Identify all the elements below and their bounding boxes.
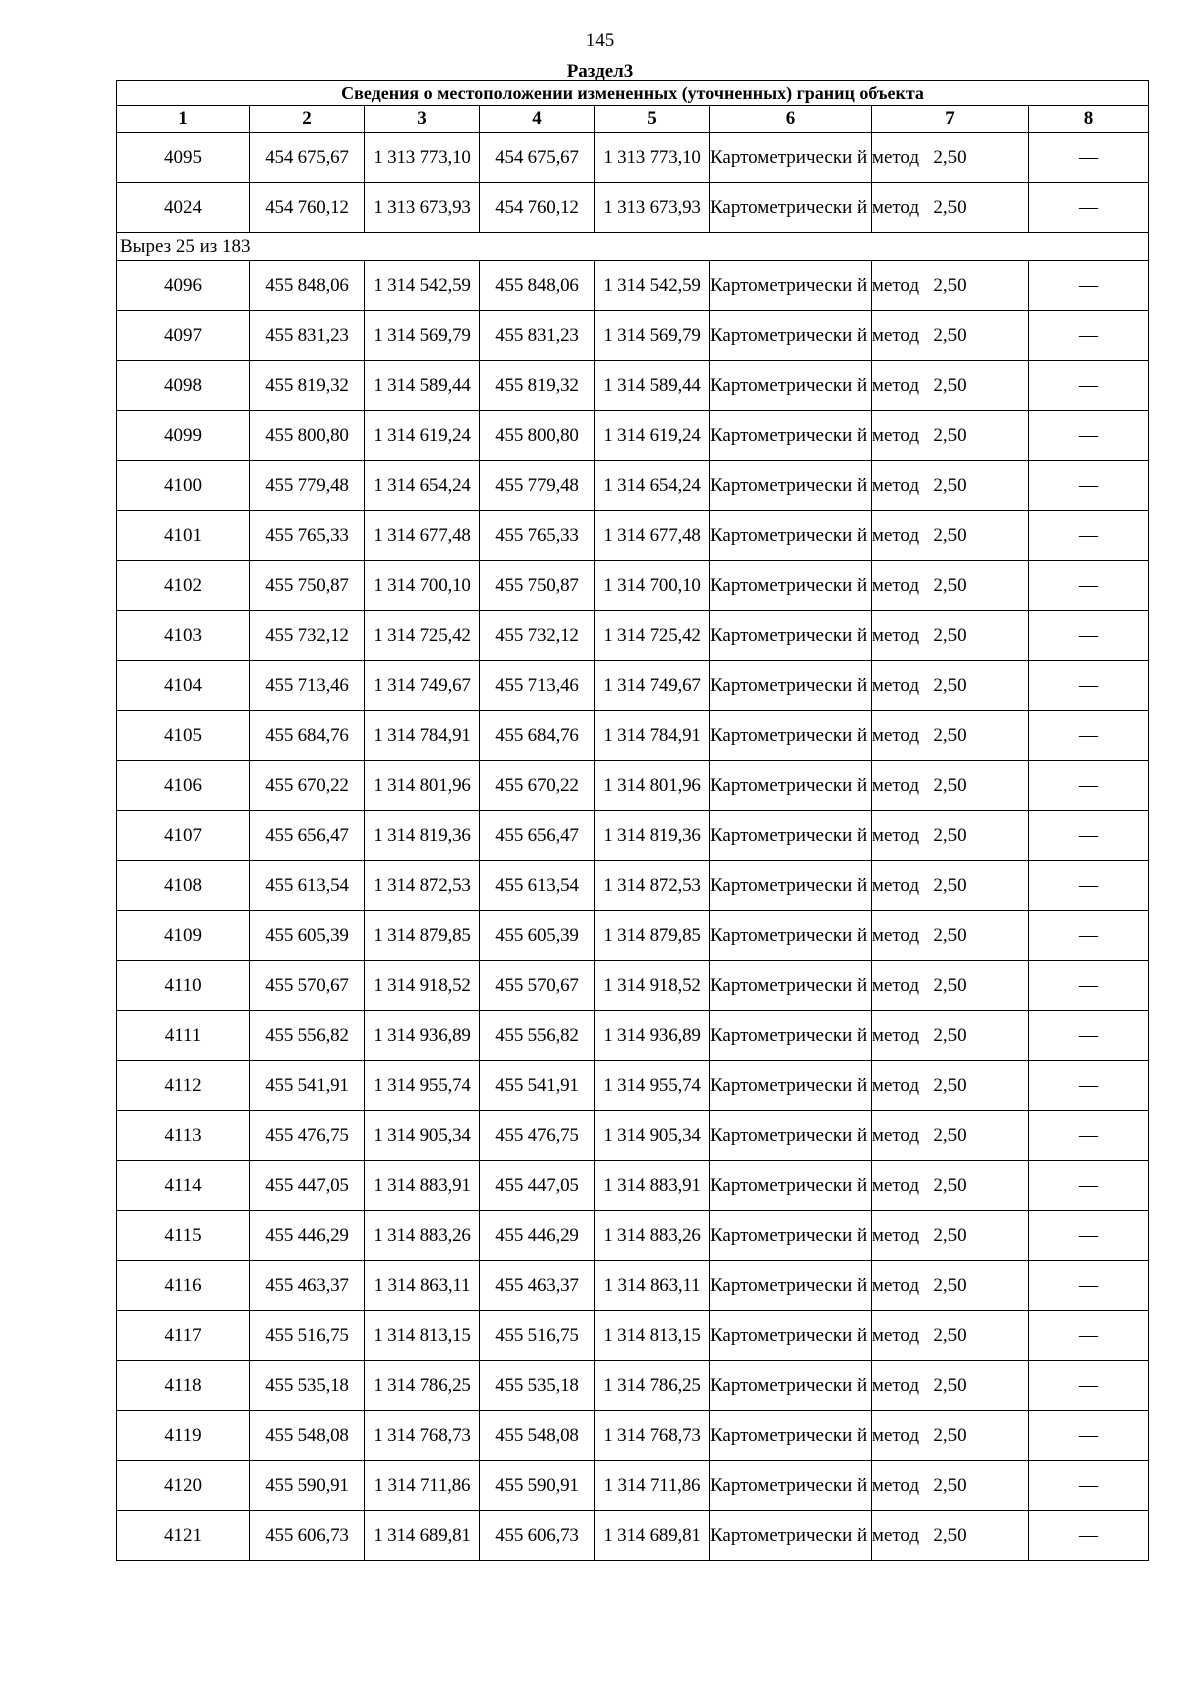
coordinate-cell: 455 831,23	[480, 311, 595, 361]
accuracy-cell: 2,50	[872, 1111, 1029, 1161]
method-cell: Картометрически й метод	[710, 1011, 872, 1061]
accuracy-cell: 2,50	[872, 261, 1029, 311]
point-number-cell: 4110	[117, 961, 250, 1011]
coordinate-cell: 1 314 883,26	[595, 1211, 710, 1261]
method-cell: Картометрически й метод	[710, 133, 872, 183]
coordinate-cell: 455 570,67	[250, 961, 365, 1011]
method-cell: Картометрически й метод	[710, 411, 872, 461]
section-title: Раздел3	[566, 61, 634, 82]
table-row	[117, 911, 1149, 961]
coordinate-cell: 1 314 589,44	[595, 361, 710, 411]
accuracy-cell: 2,50	[872, 911, 1029, 961]
description-cell: —	[1029, 661, 1149, 711]
table-row	[117, 1111, 1149, 1161]
coordinate-cell: 455 541,91	[480, 1061, 595, 1111]
method-cell: Картометрически й метод	[710, 183, 872, 233]
coordinate-cell: 1 314 542,59	[595, 261, 710, 311]
point-number-cell: 4095	[117, 133, 250, 183]
accuracy-cell: 2,50	[872, 1461, 1029, 1511]
coordinate-cell: 455 570,67	[480, 961, 595, 1011]
method-cell: Картометрически й метод	[710, 811, 872, 861]
coordinate-cell: 1 314 813,15	[595, 1311, 710, 1361]
point-number-cell: 4117	[117, 1311, 250, 1361]
point-number-cell: 4100	[117, 461, 250, 511]
table-row	[117, 1261, 1149, 1311]
method-cell: Картометрически й метод	[710, 1461, 872, 1511]
description-cell: —	[1029, 261, 1149, 311]
accuracy-cell: 2,50	[872, 861, 1029, 911]
point-number-cell: 4101	[117, 511, 250, 561]
coordinate-cell: 455 732,12	[250, 611, 365, 661]
description-cell: —	[1029, 611, 1149, 661]
coordinate-cell: 1 314 801,96	[595, 761, 710, 811]
coordinate-cell: 1 314 955,74	[365, 1061, 480, 1111]
accuracy-cell: 2,50	[872, 1061, 1029, 1111]
point-number-cell: 4106	[117, 761, 250, 811]
coordinate-cell: 1 314 784,91	[595, 711, 710, 761]
coordinate-cell: 1 314 801,96	[365, 761, 480, 811]
coordinate-cell: 1 314 883,91	[365, 1161, 480, 1211]
point-number-cell: 4113	[117, 1111, 250, 1161]
coordinate-cell: 1 314 786,25	[365, 1361, 480, 1411]
column-number: 5	[595, 106, 710, 133]
coordinate-cell: 1 314 569,79	[595, 311, 710, 361]
coordinate-cell: 455 516,75	[480, 1311, 595, 1361]
coordinate-cell: 454 760,12	[250, 183, 365, 233]
accuracy-cell: 2,50	[872, 361, 1029, 411]
coordinate-cell: 455 548,08	[480, 1411, 595, 1461]
coordinate-cell: 1 313 673,93	[365, 183, 480, 233]
coordinate-cell: 1 314 936,89	[595, 1011, 710, 1061]
coordinate-cell: 1 314 677,48	[595, 511, 710, 561]
description-cell: —	[1029, 1261, 1149, 1311]
table-row	[117, 511, 1149, 561]
description-cell: —	[1029, 861, 1149, 911]
table-row	[117, 361, 1149, 411]
accuracy-cell: 2,50	[872, 611, 1029, 661]
method-cell: Картометрически й метод	[710, 961, 872, 1011]
coordinate-cell: 455 606,73	[250, 1511, 365, 1561]
accuracy-cell: 2,50	[872, 1211, 1029, 1261]
coordinate-cell: 455 548,08	[250, 1411, 365, 1461]
point-number-cell: 4099	[117, 411, 250, 461]
coordinate-cell: 1 314 813,15	[365, 1311, 480, 1361]
method-cell: Картометрически й метод	[710, 511, 872, 561]
coordinate-cell: 455 684,76	[480, 711, 595, 761]
point-number-cell: 4105	[117, 711, 250, 761]
accuracy-cell: 2,50	[872, 661, 1029, 711]
coordinate-cell: 1 314 654,24	[595, 461, 710, 511]
coordinate-cell: 1 314 677,48	[365, 511, 480, 561]
coordinate-cell: 1 314 711,86	[595, 1461, 710, 1511]
method-cell: Картометрически й метод	[710, 1211, 872, 1261]
description-cell: —	[1029, 1461, 1149, 1511]
point-number-cell: 4107	[117, 811, 250, 861]
accuracy-cell: 2,50	[872, 511, 1029, 561]
column-number: 3	[365, 106, 480, 133]
point-number-cell: 4114	[117, 1161, 250, 1211]
method-cell: Картометрически й метод	[710, 1261, 872, 1311]
method-cell: Картометрически й метод	[710, 711, 872, 761]
method-cell: Картометрически й метод	[710, 311, 872, 361]
table-row	[117, 261, 1149, 311]
description-cell: —	[1029, 1061, 1149, 1111]
coordinate-cell: 1 313 773,10	[595, 133, 710, 183]
coordinate-cell: 455 613,54	[250, 861, 365, 911]
accuracy-cell: 2,50	[872, 1261, 1029, 1311]
group-label-row	[117, 233, 1149, 261]
method-cell: Картометрически й метод	[710, 1111, 872, 1161]
coordinate-cell: 1 314 700,10	[595, 561, 710, 611]
coordinate-cell: 1 314 689,81	[365, 1511, 480, 1561]
table-body	[117, 81, 1149, 1561]
table-row	[117, 611, 1149, 661]
accuracy-cell: 2,50	[872, 1361, 1029, 1411]
coordinate-cell: 1 314 768,73	[595, 1411, 710, 1461]
coordinate-cell: 1 314 784,91	[365, 711, 480, 761]
point-number-cell: 4120	[117, 1461, 250, 1511]
table-row	[117, 1461, 1149, 1511]
column-number: 4	[480, 106, 595, 133]
coordinate-cell: 455 765,33	[250, 511, 365, 561]
coordinate-cell: 1 314 711,86	[365, 1461, 480, 1511]
table-row	[117, 1211, 1149, 1261]
coordinate-cell: 455 779,48	[480, 461, 595, 511]
coordinate-cell: 455 535,18	[250, 1361, 365, 1411]
page-number: 145	[585, 30, 615, 51]
coordinate-cell: 455 447,05	[250, 1161, 365, 1211]
description-cell: —	[1029, 761, 1149, 811]
table-row	[117, 1061, 1149, 1111]
description-cell: —	[1029, 561, 1149, 611]
column-number: 2	[250, 106, 365, 133]
accuracy-cell: 2,50	[872, 461, 1029, 511]
accuracy-cell: 2,50	[872, 961, 1029, 1011]
coordinate-cell: 1 314 955,74	[595, 1061, 710, 1111]
coordinate-cell: 1 314 542,59	[365, 261, 480, 311]
method-cell: Картометрически й метод	[710, 661, 872, 711]
coordinate-cell: 1 314 749,67	[595, 661, 710, 711]
description-cell: —	[1029, 811, 1149, 861]
coordinate-cell: 1 314 879,85	[595, 911, 710, 961]
column-number: 1	[117, 106, 250, 133]
coordinate-cell: 455 684,76	[250, 711, 365, 761]
description-cell: —	[1029, 311, 1149, 361]
coordinate-cell: 1 314 786,25	[595, 1361, 710, 1411]
table-row	[117, 561, 1149, 611]
point-number-cell: 4096	[117, 261, 250, 311]
method-cell: Картометрически й метод	[710, 761, 872, 811]
coordinate-cell: 455 516,75	[250, 1311, 365, 1361]
description-cell: —	[1029, 911, 1149, 961]
coordinate-cell: 455 750,87	[250, 561, 365, 611]
description-cell: —	[1029, 711, 1149, 761]
table-row	[117, 961, 1149, 1011]
accuracy-cell: 2,50	[872, 311, 1029, 361]
coordinate-cell: 455 535,18	[480, 1361, 595, 1411]
point-number-cell: 4097	[117, 311, 250, 361]
coordinate-cell: 1 314 700,10	[365, 561, 480, 611]
coordinate-cell: 455 713,46	[480, 661, 595, 711]
table-row	[117, 183, 1149, 233]
table-row	[117, 761, 1149, 811]
coordinate-cell: 455 670,22	[480, 761, 595, 811]
coordinate-cell: 455 732,12	[480, 611, 595, 661]
coordinate-cell: 455 476,75	[480, 1111, 595, 1161]
method-cell: Картометрически й метод	[710, 1311, 872, 1361]
coordinate-cell: 1 314 569,79	[365, 311, 480, 361]
point-number-cell: 4121	[117, 1511, 250, 1561]
accuracy-cell: 2,50	[872, 1411, 1029, 1461]
point-number-cell: 4104	[117, 661, 250, 711]
table-row	[117, 1311, 1149, 1361]
point-number-cell: 4119	[117, 1411, 250, 1461]
column-number: 7	[872, 106, 1029, 133]
accuracy-cell: 2,50	[872, 1511, 1029, 1561]
point-number-cell: 4118	[117, 1361, 250, 1411]
accuracy-cell: 2,50	[872, 183, 1029, 233]
coordinate-cell: 1 314 619,24	[595, 411, 710, 461]
coordinate-cell: 1 314 689,81	[595, 1511, 710, 1561]
description-cell: —	[1029, 511, 1149, 561]
coordinate-cell: 455 556,82	[250, 1011, 365, 1061]
accuracy-cell: 2,50	[872, 1311, 1029, 1361]
table-row	[117, 1361, 1149, 1411]
coordinate-cell: 455 848,06	[250, 261, 365, 311]
coordinate-cell: 1 314 619,24	[365, 411, 480, 461]
coordinate-cell: 455 590,91	[480, 1461, 595, 1511]
point-number-cell: 4098	[117, 361, 250, 411]
method-cell: Картометрически й метод	[710, 1511, 872, 1561]
method-cell: Картометрически й метод	[710, 911, 872, 961]
method-cell: Картометрически й метод	[710, 1161, 872, 1211]
boundary-table	[116, 80, 1149, 1561]
coordinate-cell: 455 713,46	[250, 661, 365, 711]
method-cell: Картометрически й метод	[710, 1411, 872, 1461]
point-number-cell: 4108	[117, 861, 250, 911]
description-cell: —	[1029, 1411, 1149, 1461]
table-row	[117, 1511, 1149, 1561]
table-row	[117, 461, 1149, 511]
coordinate-cell: 455 800,80	[250, 411, 365, 461]
column-number: 6	[710, 106, 872, 133]
table-row	[117, 711, 1149, 761]
coordinate-cell: 1 314 879,85	[365, 911, 480, 961]
coordinate-cell: 1 314 918,52	[365, 961, 480, 1011]
coordinate-cell: 1 314 863,11	[595, 1261, 710, 1311]
coordinate-cell: 454 760,12	[480, 183, 595, 233]
description-cell: —	[1029, 183, 1149, 233]
coordinate-cell: 455 848,06	[480, 261, 595, 311]
accuracy-cell: 2,50	[872, 1161, 1029, 1211]
coordinate-cell: 455 541,91	[250, 1061, 365, 1111]
coordinate-cell: 1 314 863,11	[365, 1261, 480, 1311]
description-cell: —	[1029, 461, 1149, 511]
coordinate-cell: 455 819,32	[250, 361, 365, 411]
coordinate-cell: 455 779,48	[250, 461, 365, 511]
point-number-cell: 4115	[117, 1211, 250, 1261]
description-cell: —	[1029, 361, 1149, 411]
coordinate-cell: 1 314 872,53	[365, 861, 480, 911]
description-cell: —	[1029, 1161, 1149, 1211]
accuracy-cell: 2,50	[872, 711, 1029, 761]
coordinate-cell: 1 314 936,89	[365, 1011, 480, 1061]
coordinate-cell: 455 446,29	[480, 1211, 595, 1261]
coordinate-cell: 1 314 918,52	[595, 961, 710, 1011]
table-row	[117, 133, 1149, 183]
method-cell: Картометрически й метод	[710, 361, 872, 411]
group-label: Вырез 25 из 183	[117, 233, 1149, 261]
coordinate-cell: 1 313 773,10	[365, 133, 480, 183]
coordinate-cell: 1 314 883,26	[365, 1211, 480, 1261]
coordinate-cell: 455 476,75	[250, 1111, 365, 1161]
description-cell: —	[1029, 961, 1149, 1011]
method-cell: Картометрически й метод	[710, 861, 872, 911]
method-cell: Картометрически й метод	[710, 611, 872, 661]
coordinate-cell: 1 313 673,93	[595, 183, 710, 233]
point-number-cell: 4116	[117, 1261, 250, 1311]
coordinate-cell: 455 606,73	[480, 1511, 595, 1561]
description-cell: —	[1029, 1361, 1149, 1411]
description-cell: —	[1029, 1111, 1149, 1161]
coordinate-cell: 455 750,87	[480, 561, 595, 611]
description-cell: —	[1029, 411, 1149, 461]
accuracy-cell: 2,50	[872, 761, 1029, 811]
table-row	[117, 861, 1149, 911]
coordinate-cell: 455 656,47	[480, 811, 595, 861]
accuracy-cell: 2,50	[872, 561, 1029, 611]
description-cell: —	[1029, 1511, 1149, 1561]
point-number-cell: 4109	[117, 911, 250, 961]
point-number-cell: 4024	[117, 183, 250, 233]
column-number: 8	[1029, 106, 1149, 133]
coordinate-cell: 1 314 749,67	[365, 661, 480, 711]
table-row	[117, 1011, 1149, 1061]
method-cell: Картометрически й метод	[710, 1061, 872, 1111]
coordinate-cell: 455 605,39	[480, 911, 595, 961]
coordinate-cell: 454 675,67	[480, 133, 595, 183]
description-cell: —	[1029, 1011, 1149, 1061]
coordinate-cell: 1 314 872,53	[595, 861, 710, 911]
coordinate-cell: 1 314 725,42	[595, 611, 710, 661]
point-number-cell: 4112	[117, 1061, 250, 1111]
description-cell: —	[1029, 133, 1149, 183]
coordinate-cell: 1 314 819,36	[595, 811, 710, 861]
accuracy-cell: 2,50	[872, 411, 1029, 461]
table-row	[117, 811, 1149, 861]
coordinate-cell: 455 613,54	[480, 861, 595, 911]
coordinate-cell: 455 800,80	[480, 411, 595, 461]
coordinate-cell: 455 605,39	[250, 911, 365, 961]
coordinate-cell: 1 314 819,36	[365, 811, 480, 861]
table-row	[117, 661, 1149, 711]
method-cell: Картометрически й метод	[710, 1361, 872, 1411]
accuracy-cell: 2,50	[872, 1011, 1029, 1061]
coordinate-cell: 455 556,82	[480, 1011, 595, 1061]
table-caption-row	[117, 81, 1149, 106]
coordinate-cell: 1 314 768,73	[365, 1411, 480, 1461]
method-cell: Картометрически й метод	[710, 461, 872, 511]
description-cell: —	[1029, 1211, 1149, 1261]
coordinate-cell: 455 656,47	[250, 811, 365, 861]
coordinate-cell: 455 446,29	[250, 1211, 365, 1261]
coordinate-cell: 454 675,67	[250, 133, 365, 183]
description-cell: —	[1029, 1311, 1149, 1361]
coordinate-cell: 455 463,37	[250, 1261, 365, 1311]
coordinate-cell: 455 670,22	[250, 761, 365, 811]
coordinate-cell: 1 314 905,34	[365, 1111, 480, 1161]
table-row	[117, 411, 1149, 461]
coordinate-cell: 455 831,23	[250, 311, 365, 361]
point-number-cell: 4111	[117, 1011, 250, 1061]
coordinate-cell: 1 314 883,91	[595, 1161, 710, 1211]
coordinate-cell: 455 765,33	[480, 511, 595, 561]
method-cell: Картометрически й метод	[710, 261, 872, 311]
coordinate-cell: 1 314 654,24	[365, 461, 480, 511]
coordinate-cell: 455 447,05	[480, 1161, 595, 1211]
coordinate-cell: 1 314 725,42	[365, 611, 480, 661]
coordinate-cell: 455 590,91	[250, 1461, 365, 1511]
table-row	[117, 311, 1149, 361]
table-row	[117, 1411, 1149, 1461]
table-row	[117, 1161, 1149, 1211]
point-number-cell: 4103	[117, 611, 250, 661]
point-number-cell: 4102	[117, 561, 250, 611]
accuracy-cell: 2,50	[872, 133, 1029, 183]
method-cell: Картометрически й метод	[710, 561, 872, 611]
coordinate-cell: 455 463,37	[480, 1261, 595, 1311]
coordinate-cell: 1 314 589,44	[365, 361, 480, 411]
table-caption: Сведения о местоположении измененных (уточненных) границ объекта	[117, 81, 1149, 106]
column-number-row	[117, 106, 1149, 133]
coordinate-cell: 1 314 905,34	[595, 1111, 710, 1161]
accuracy-cell: 2,50	[872, 811, 1029, 861]
coordinate-cell: 455 819,32	[480, 361, 595, 411]
